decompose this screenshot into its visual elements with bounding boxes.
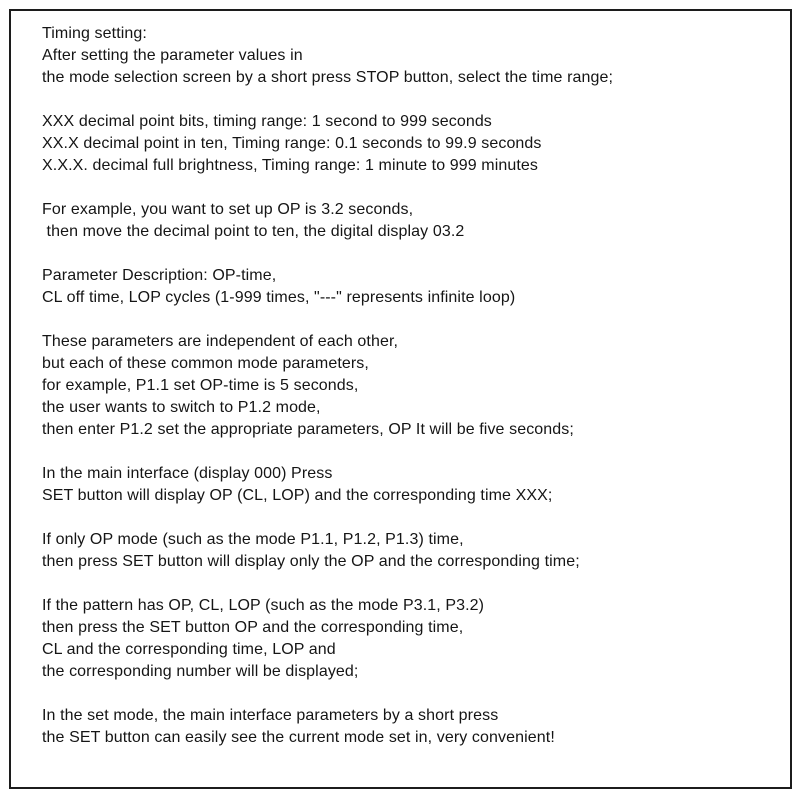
text-line: then press SET button will display only the OP and the corresponding time; — [42, 553, 580, 570]
text-line: In the main interface (display 000) Press — [42, 465, 333, 482]
text-line: For example, you want to set up OP is 3.2 seconds, — [42, 201, 414, 218]
paragraph-set-mode-summary — [42, 705, 772, 749]
text-line: In the set mode, the main interface parameters by a short press — [42, 707, 499, 724]
text-line: CL off time, LOP cycles (1-999 times, "---" represents infinite loop) — [42, 289, 516, 306]
document-frame — [9, 9, 792, 789]
text-line: Parameter Description: OP-time, — [42, 267, 277, 284]
text-line: If the pattern has OP, CL, LOP (such as the mode P3.1, P3.2) — [42, 597, 485, 614]
paragraph-example-op — [42, 199, 772, 243]
paragraph-parameter-description — [42, 265, 772, 309]
text-line: but each of these common mode parameters, — [42, 355, 369, 372]
paragraph-independent-parameters — [42, 331, 772, 441]
text-line: XX.X decimal point in ten, Timing range: 0.1 seconds to 99.9 seconds — [42, 135, 542, 152]
text-line: CL and the corresponding time, LOP and — [42, 641, 336, 658]
text-line: then enter P1.2 set the appropriate parameters, OP It will be five seconds; — [42, 421, 574, 438]
text-line: If only OP mode (such as the mode P1.1, P1.2, P1.3) time, — [42, 531, 464, 548]
text-line: After setting the parameter values in — [42, 47, 303, 64]
text-line: then move the decimal point to ten, the digital display 03.2 — [42, 223, 465, 240]
text-line: the SET button can easily see the current mode set in, very convenient! — [42, 729, 555, 746]
paragraph-main-interface — [42, 463, 772, 507]
text-line: X.X.X. decimal full brightness, Timing range: 1 minute to 999 minutes — [42, 157, 539, 174]
text-line: for example, P1.1 set OP-time is 5 seconds, — [42, 377, 359, 394]
text-line: the user wants to switch to P1.2 mode, — [42, 399, 321, 416]
text-line: Timing setting: — [42, 25, 147, 42]
text-line: SET button will display OP (CL, LOP) and the corresponding time XXX; — [42, 487, 553, 504]
text-line: the corresponding number will be displayed; — [42, 663, 359, 680]
text-line: the mode selection screen by a short press STOP button, select the time range; — [42, 69, 614, 86]
paragraph-timing-setting — [42, 23, 772, 89]
paragraph-only-op-mode — [42, 529, 772, 573]
paragraph-pattern-op-cl-lop — [42, 595, 772, 683]
text-line: These parameters are independent of each other, — [42, 333, 399, 350]
text-line: then press the SET button OP and the corresponding time, — [42, 619, 464, 636]
text-line: XXX decimal point bits, timing range: 1 second to 999 seconds — [42, 113, 492, 130]
paragraph-decimal-ranges — [42, 111, 772, 177]
